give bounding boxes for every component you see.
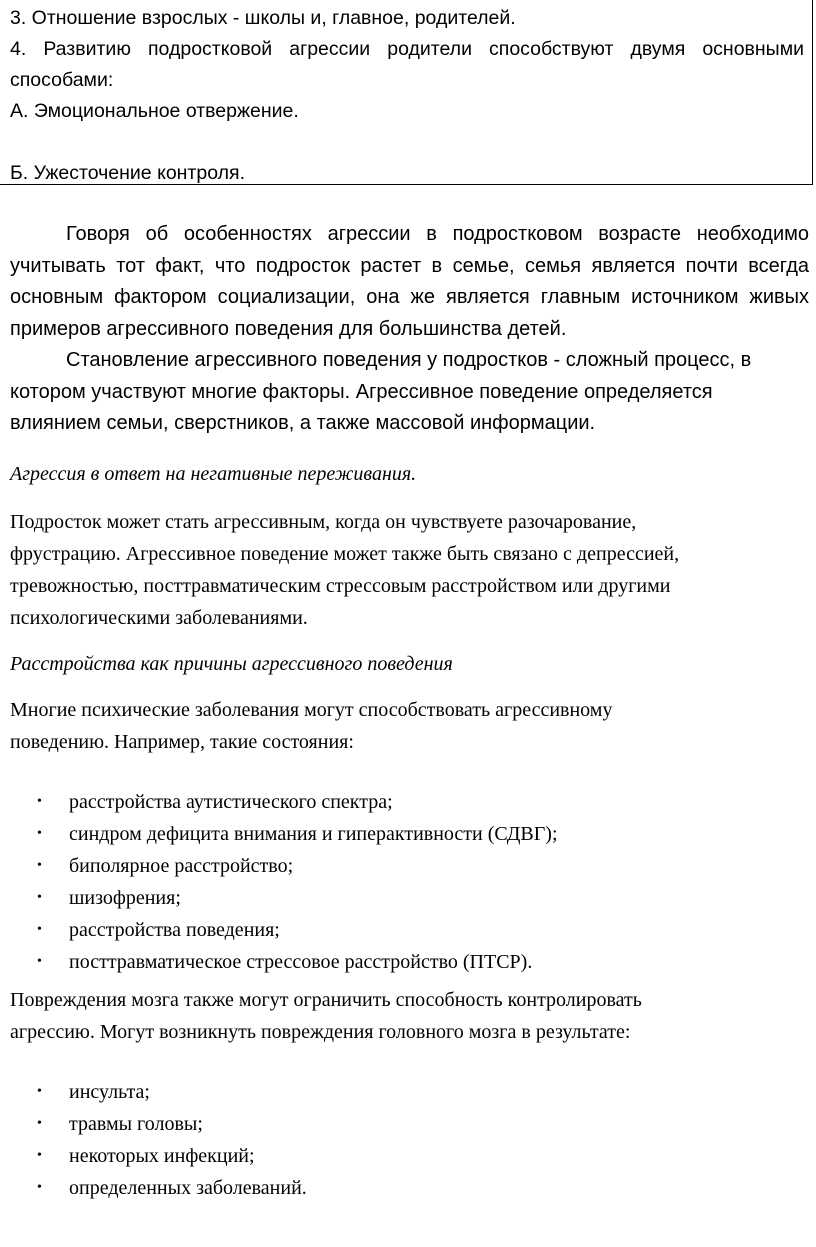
box-line-b: Б. Ужесточение контроля. bbox=[10, 162, 245, 184]
list-item: • расстройства аутистического спектра; bbox=[10, 786, 805, 818]
section-text-line: Повреждения мозга также могут ограничить способность контролировать bbox=[10, 989, 642, 1011]
box-line-3: 3. Отношение взрослых - школы и, главное, родителей. bbox=[10, 7, 516, 29]
bullet-icon: • bbox=[37, 1148, 42, 1163]
section-text-line: Многие психические заболевания могут способствовать агрессивному bbox=[10, 699, 613, 721]
section-brain-damage bbox=[10, 984, 805, 1204]
list-item: • определенных заболеваний. bbox=[10, 1172, 805, 1204]
bullet-icon: • bbox=[37, 1180, 42, 1195]
list-item: • травмы головы; bbox=[10, 1108, 805, 1140]
disorders-list bbox=[10, 786, 805, 978]
list-item: • некоторых инфекций; bbox=[10, 1140, 805, 1172]
section-heading: Расстройства как причины агрессивного поведения bbox=[10, 653, 453, 675]
list-item: • расстройства поведения; bbox=[10, 914, 805, 946]
bullet-icon: • bbox=[37, 826, 42, 841]
bullet-icon: • bbox=[37, 858, 42, 873]
section-text-line: фрустрацию. Агрессивное поведение может также быть связано с депрессией, bbox=[10, 543, 680, 565]
box-line-4a: 4. Развитию подростковой агрессии родители способствуют двумя основными bbox=[10, 38, 804, 60]
bullet-icon: • bbox=[37, 1116, 42, 1131]
bullet-icon: • bbox=[37, 794, 42, 809]
bullet-icon: • bbox=[37, 954, 42, 969]
list-item: • инсульта; bbox=[10, 1076, 805, 1108]
box-line-4b: способами: bbox=[10, 69, 114, 91]
section-text-line: Подросток может стать агрессивным, когда он чувствуете разочарование, bbox=[10, 511, 637, 533]
list-item: • синдром дефицита внимания и гиперактивности (СДВГ); bbox=[10, 818, 805, 850]
framed-text-box bbox=[0, 0, 813, 185]
section-text-line: агрессию. Могут возникнуть повреждения головного мозга в результате: bbox=[10, 1021, 631, 1043]
main-text bbox=[0, 219, 809, 440]
paragraph-formation: Становление агрессивного поведения у подростков - сложный процесс, в котором участвуют многие факторы. Агрессивное поведение определяется влиянием семьи, сверстников, а также массовой информации. bbox=[10, 349, 752, 434]
section-text-line: психологическими заболеваниями. bbox=[10, 607, 308, 629]
section-text-line: поведению. Например, такие состояния: bbox=[10, 731, 354, 753]
list-item: • биполярное расстройство; bbox=[10, 850, 805, 882]
box-line-a: А. Эмоциональное отвержение. bbox=[10, 100, 299, 122]
list-item: • шизофрения; bbox=[10, 882, 805, 914]
paragraph-family: Говоря об особенностях агрессии в подростковом возрасте необходимо учитывать тот факт, что подросток растет в семье, семья является почти всегда основным фактором социализации, она же является главным источником живых примеров агрессивного поведения для большинства детей. bbox=[10, 223, 809, 340]
causes-list bbox=[10, 1076, 805, 1204]
list-item: • посттравматическое стрессовое расстройство (ПТСР). bbox=[10, 946, 805, 978]
bullet-icon: • bbox=[37, 1084, 42, 1099]
section-negative-experiences bbox=[10, 458, 805, 634]
section-heading: Агрессия в ответ на негативные переживания. bbox=[10, 463, 417, 485]
bullet-icon: • bbox=[37, 922, 42, 937]
section-text-line: тревожностью, посттравматическим стрессовым расстройством или другими bbox=[10, 575, 671, 597]
section-disorders bbox=[10, 648, 805, 978]
bullet-icon: • bbox=[37, 890, 42, 905]
